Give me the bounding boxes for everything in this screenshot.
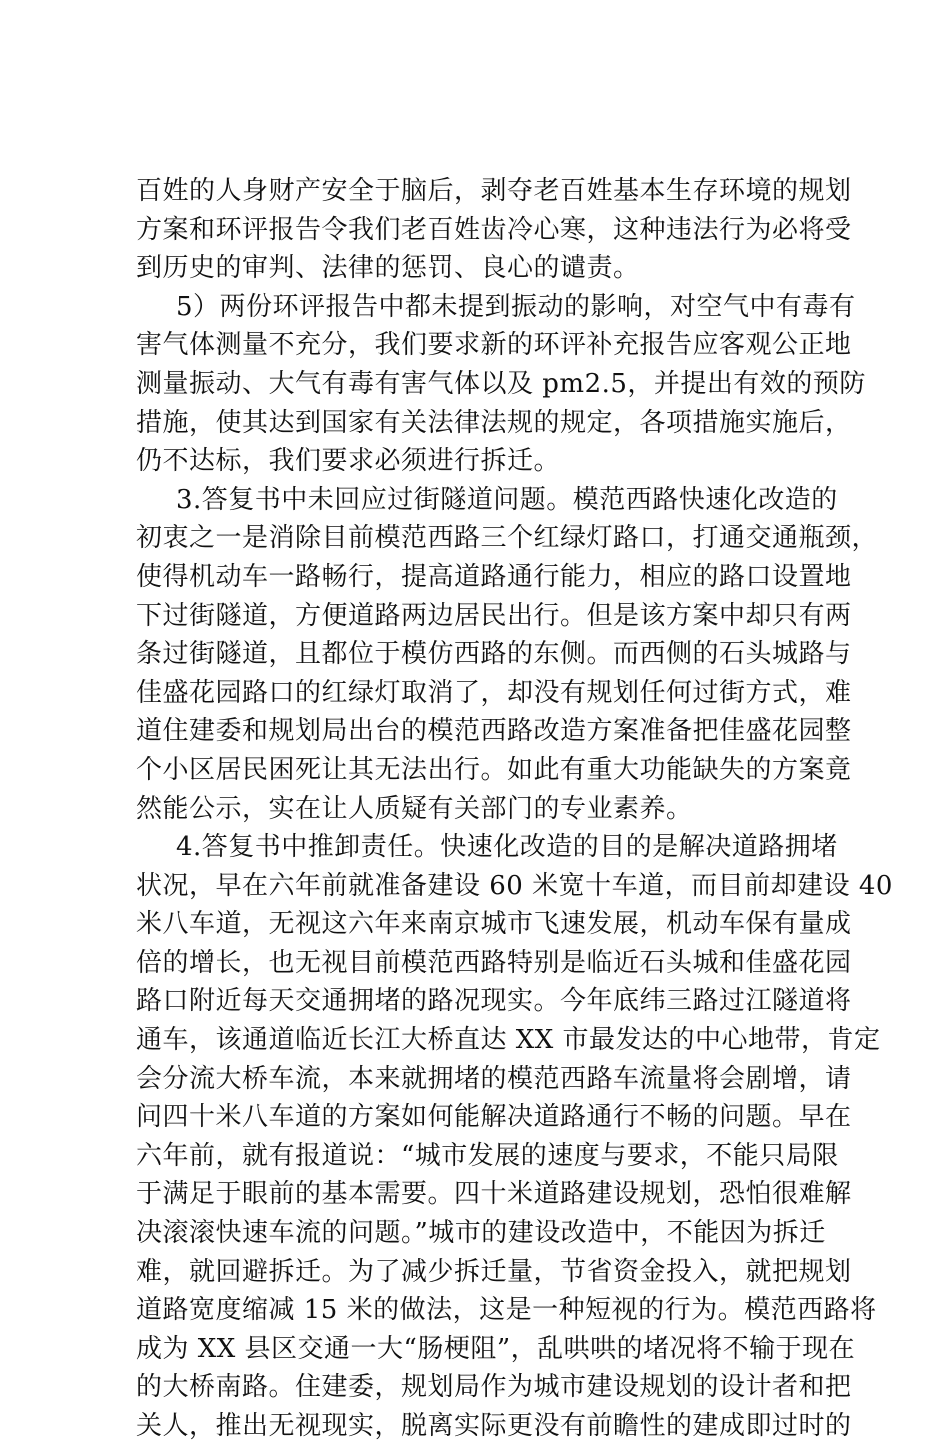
text-line: 关人，推出无视现实，脱离实际更没有前瞻性的建成即过时的 [136,1411,852,1441]
text-line: 道住建委和规划局出台的模范西路改造方案准备把佳盛花园整 [136,716,852,747]
text-line: 条过街隧道，且都位于模仿西路的东侧。而西侧的石头城路与 [136,639,852,670]
text-line: 问四十米八车道的方案如何能解决道路通行不畅的问题。早在 [136,1102,852,1133]
text-line: 害气体测量不充分，我们要求新的环评补充报告应客观公正地 [136,330,852,361]
text-line: 下过街隧道，方便道路两边居民出行。但是该方案中却只有两 [136,600,852,631]
text-line: 措施，使其达到国家有关法律法规的规定，各项措施实施后， [136,407,852,438]
text-line: 仍不达标，我们要求必须进行拆迁。 [136,446,561,477]
text-line: 4.答复书中推卸责任。快速化改造的目的是解决道路拥堵 [176,832,838,863]
text-line: 通车，该通道临近长江大桥直达 XX 市最发达的中心地带，肯定 [136,1025,881,1056]
text-line: 然能公示，实在让人质疑有关部门的专业素养。 [136,793,693,824]
text-line: 于满足于眼前的基本需要。四十米道路建设规划，恐怕很难解 [136,1179,852,1210]
text-line: 会分流大桥车流，本来就拥堵的模范西路车流量将会剧增，请 [136,1063,852,1094]
text-line: 成为 XX 县区交通一大“肠梗阻”，乱哄哄的堵况将不输于现在 [136,1333,856,1364]
text-line: 的大桥南路。住建委，规划局作为城市建设规划的设计者和把 [136,1372,852,1403]
text-line: 难，就回避拆迁。为了减少拆迁量，节省资金投入，就把规划 [136,1256,852,1287]
text-line: 佳盛花园路口的红绿灯取消了，却没有规划任何过街方式，难 [136,677,852,708]
text-line: 路口附近每天交通拥堵的路况现实。今年底纬三路过江隧道将 [136,986,852,1017]
paragraph-1 [136,172,852,288]
text-line: 百姓的人身财产安全于脑后，剥夺老百姓基本生存环境的规划 [136,176,852,206]
text-line: 到历史的审判、法律的惩罚、良心的谴责。 [136,253,640,284]
text-line: 状况，早在六年前就准备建设 60 米宽十车道，而目前却建设 40 [136,870,893,901]
text-line: 决滚滚快速车流的问题。”城市的建设改造中，不能因为拆迁 [136,1218,826,1249]
text-line: 六年前，就有报道说：“城市发展的速度与要求，不能只局限 [136,1140,839,1171]
body-text [136,172,893,1446]
text-line: 方案和环评报告令我们老百姓齿冷心寒，这种违法行为必将受 [136,214,852,245]
text-line: 个小区居民困死让其无法出行。如此有重大功能缺失的方案竟 [136,754,852,785]
text-line: 使得机动车一路畅行，提高道路通行能力，相应的路口设置地 [136,561,852,592]
text-line: 3.答复书中未回应过街隧道问题。模范西路快速化改造的 [176,484,838,515]
text-line: 道路宽度缩减 15 米的做法，这是一种短视的行为。模范西路将 [136,1295,877,1326]
text-line: 5）两份环评报告中都未提到振动的影响，对空气中有毒有 [176,291,856,322]
text-line: 米八车道，无视这六年来南京城市飞速发展，机动车保有量成 [136,909,852,940]
paragraph-4 [136,828,893,1446]
paragraph-3 [136,481,879,828]
text-line: 初衷之一是消除目前模范西路三个红绿灯路口，打通交通瓶颈， [136,523,879,554]
text-line: 倍的增长，也无视目前模范西路特别是临近石头城和佳盛花园 [136,947,852,978]
text-line: 测量振动、大气有毒有害气体以及 pm2.5，并提出有效的预防 [136,368,866,399]
paragraph-2 [136,288,866,481]
